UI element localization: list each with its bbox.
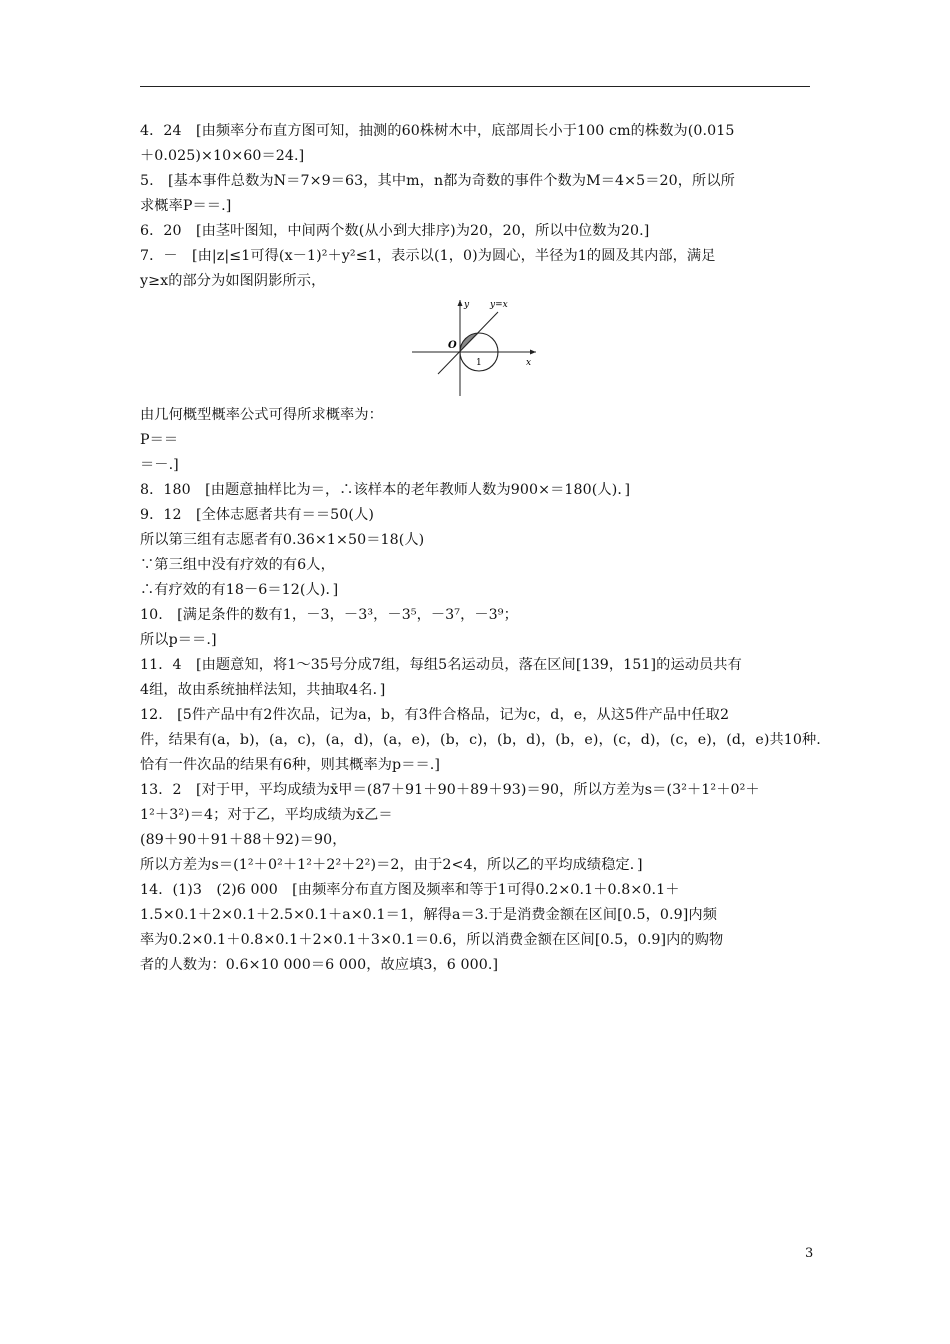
text-line: 所以p＝＝.] <box>140 632 217 648</box>
text-line: ＝－.] <box>140 457 179 473</box>
text-line: 4组，故由系统抽样法知，共抽取4名．] <box>140 682 386 698</box>
text-line: 恰有一件次品的结果有6种，则其概率为p＝＝.] <box>140 757 441 773</box>
x-axis-label: x <box>526 358 532 368</box>
text-line: 10. [满足条件的数有1，－3，－3³，－3⁵，－3⁷，－3⁹； <box>140 607 518 623</box>
x-arrow <box>530 350 536 355</box>
text-line: 6．20 [由茎叶图知，中间两个数(从小到大排序)为20，20，所以中位数为20.] <box>140 223 650 239</box>
text-line: 11．4 [由题意知，将1～35号分成7组，每组5名运动员，落在区间[139，151]的运动员共有 <box>140 657 742 673</box>
y-arrow <box>458 300 463 306</box>
line-label: y=x <box>490 300 508 310</box>
tick-label: 1 <box>476 358 482 368</box>
text-line: 求概率P＝＝.] <box>140 198 232 214</box>
text-line: 8．180 [由题意抽样比为＝，∴该样本的老年教师人数为900×＝180(人)．] <box>140 482 631 498</box>
text-line: P＝＝ <box>140 432 179 448</box>
text-line: 所以方差为s＝(1²＋0²＋1²＋2²＋2²)＝2，由于2<4，所以乙的平均成绩稳定．] <box>140 857 643 873</box>
text-line: 7．－ [由|z|≤1可得(x－1)²＋y²≤1，表示以(1，0)为圆心，半径为1的圆及其内部，满足 <box>140 248 716 264</box>
text-line: ＋0.025)×10×60＝24.] <box>140 148 305 164</box>
text-line: 5. [基本事件总数为N＝7×9＝63，其中m，n都为奇数的事件个数为M＝4×5＝20，所以所 <box>140 173 735 189</box>
text-line: 1²＋3²)＝4；对于乙，平均成绩为x̄乙＝ <box>140 807 393 823</box>
line-y-equals-x <box>438 312 498 374</box>
text-line: 9．12 [全体志愿者共有＝＝50(人) <box>140 507 374 523</box>
text-line: y≥x的部分为如图阴影所示， <box>140 273 326 289</box>
text-line: (89＋90＋91＋88＋92)＝90， <box>140 832 347 848</box>
text-line: 4．24 [由频率分布直方图可知，抽测的60株树木中，底部周长小于100 cm的株数为(0.015 <box>140 123 735 139</box>
text-line: ∵第三组中没有疗效的有6人， <box>140 557 335 573</box>
text-line: 者的人数为：0.6×10 000＝6 000，故应填3，6 000.] <box>140 957 499 973</box>
origin-label: O <box>448 340 457 351</box>
text-line: 1.5×0.1＋2×0.1＋2.5×0.1＋a×0.1＝1，解得a＝3.于是消费金额在区间[0.5，0.9]内频 <box>140 907 717 923</box>
text-line: 件，结果有(a，b)，(a，c)，(a，d)，(a，e)，(b，c)，(b，d)，(b，e)，(c，d)，(c，e)，(d，e)共10种. <box>140 732 821 748</box>
text-line: 12. [5件产品中有2件次品，记为a，b，有3件合格品，记为c，d，e，从这5件产品中任取2 <box>140 707 730 723</box>
circle-diagram <box>408 297 542 397</box>
text-line: 13．2 [对于甲，平均成绩为x̄甲＝(87＋91＋90＋89＋93)＝90，所以方差为s＝(3²＋1²＋0²＋ <box>140 782 760 798</box>
header-rule <box>140 86 810 87</box>
page-number: 3 <box>805 1246 814 1261</box>
text-line: 所以第三组有志愿者有0.36×1×50＝18(人) <box>140 532 425 548</box>
text-line: 14．(1)3 (2)6 000 [由频率分布直方图及频率和等于1可得0.2×0.1＋0.8×0.1＋ <box>140 882 680 898</box>
solution-text <box>140 119 821 978</box>
text-line: 由几何概型概率公式可得所求概率为： <box>140 407 383 423</box>
text-line: ∴有疗效的有18－6＝12(人)．] <box>140 582 339 598</box>
y-axis-label: y <box>464 300 470 310</box>
text-line: 率为0.2×0.1＋0.8×0.1＋2×0.1＋3×0.1＝0.6，所以消费金额在区间[0.5，0.9]内的购物 <box>140 932 724 948</box>
circle-figure <box>140 297 812 397</box>
